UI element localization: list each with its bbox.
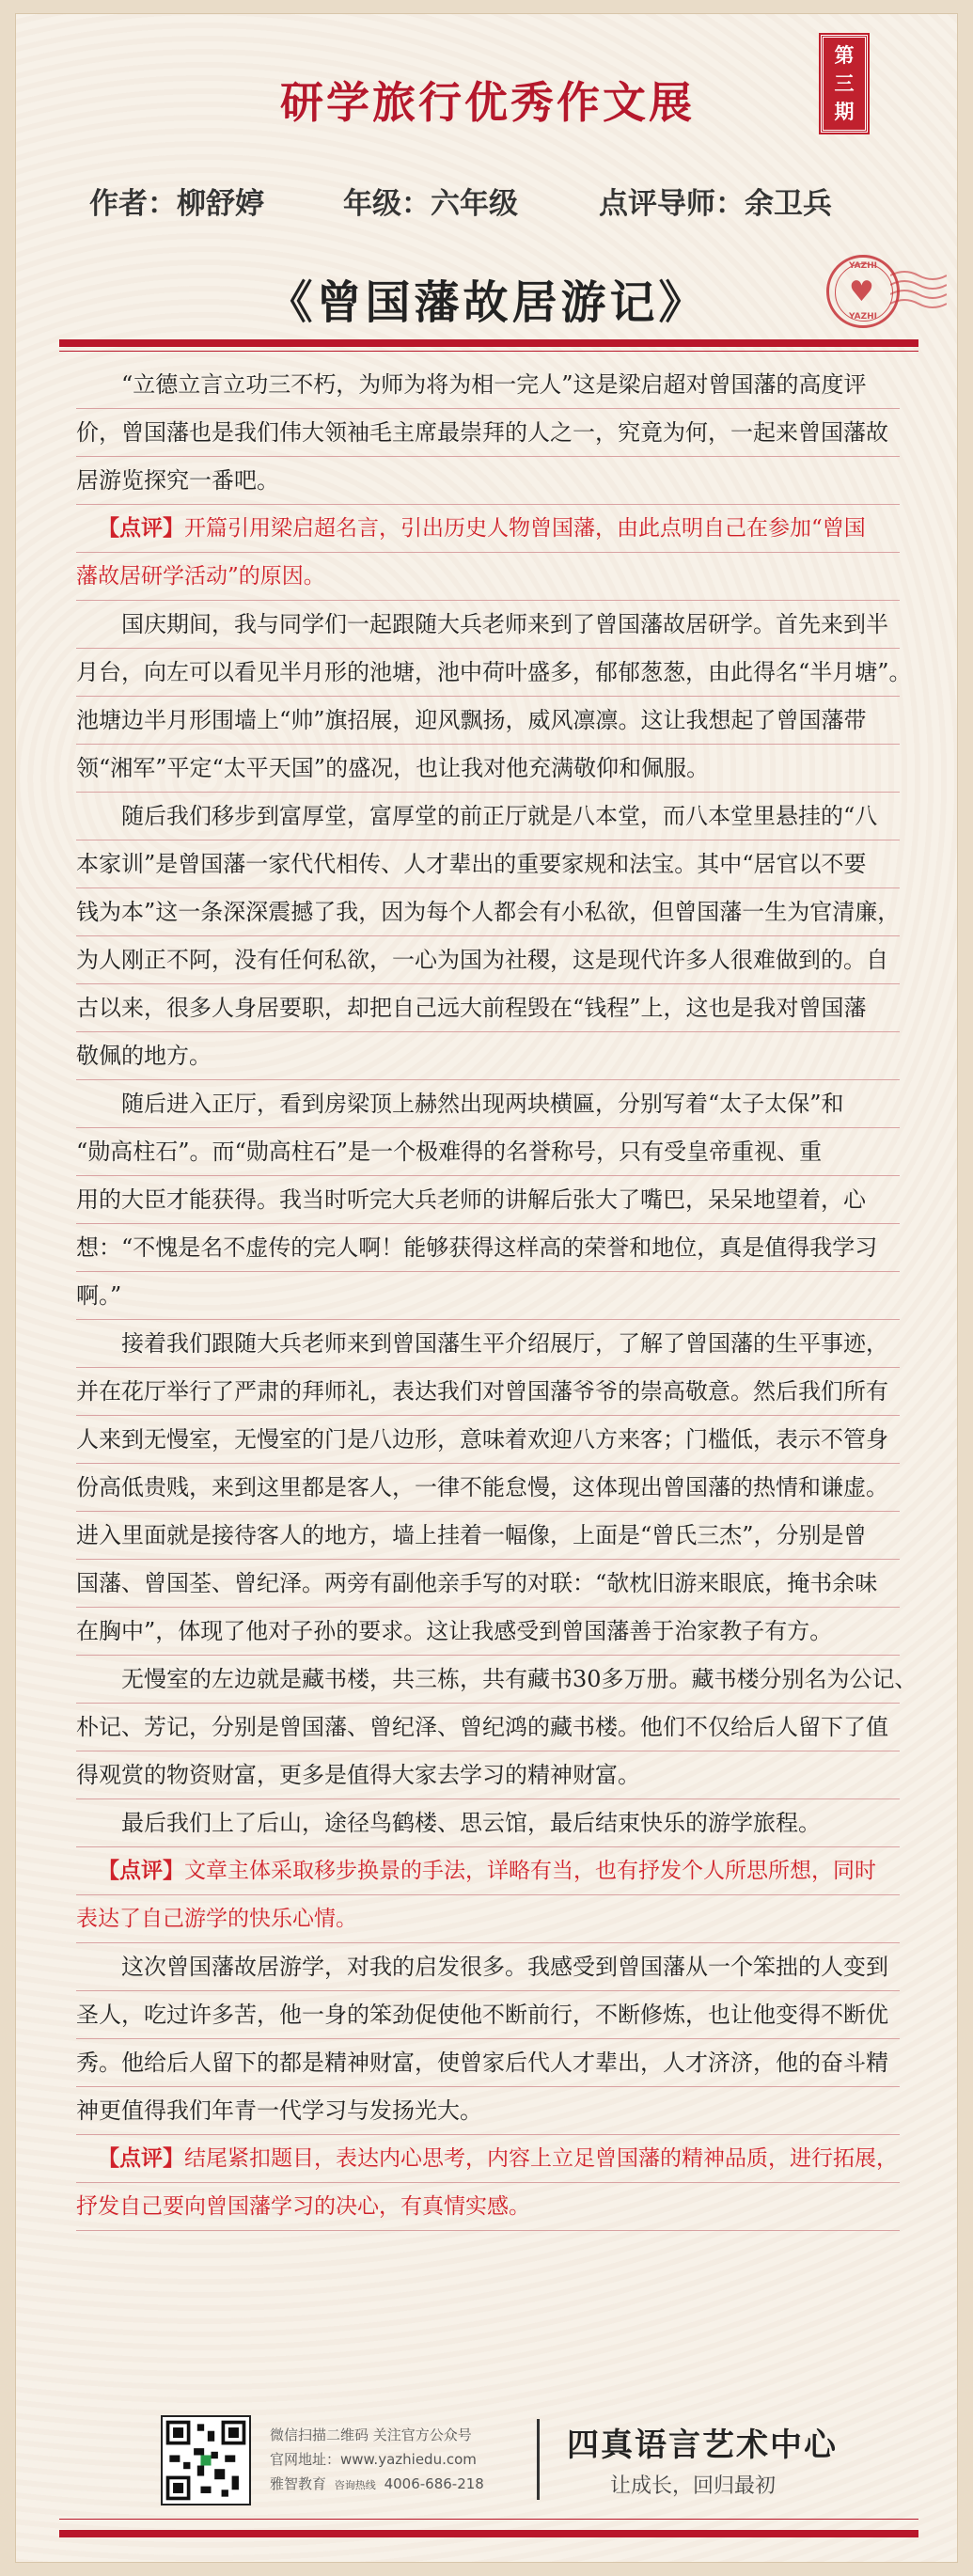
article-paragraph <box>76 1799 900 1847</box>
text-line: 月台，向左可以看见半月形的池塘，池中荷叶盛多，郁郁葱葱，由此得名“半月塘”。 <box>76 649 900 697</box>
text-line: 表达了自己游学的快乐心情。 <box>76 1895 900 1943</box>
author-label: 作者：柳舒婷 <box>89 187 264 221</box>
text-line: 这次曾国藩故居游学，对我的启发很多。我感受到曾国藩从一个笨拙的人变到 <box>76 1943 900 1991</box>
text-line: “勋高柱石”。而“勋高柱石”是一个极难得的名誉称号，只有受皇帝重视、重 <box>76 1128 900 1176</box>
text-line: 进入里面就是接待客人的地方，墙上挂着一幅像，上面是“曾氏三杰”，分别是曾 <box>76 1512 900 1560</box>
issue-char: 期 <box>834 101 855 123</box>
text-line: 秀。他给后人留下的都是精神财富，使曾家后代人才辈出，人才济济，他的奋斗精 <box>76 2039 900 2087</box>
page-title: 研学旅行优秀作文展 <box>280 77 695 128</box>
article-paragraph <box>76 361 900 505</box>
text-line <box>76 505 900 553</box>
text-line: 得观赏的物资财富，更多是值得大家去学习的精神财富。 <box>76 1751 900 1799</box>
article-body <box>76 361 918 2231</box>
review-comment <box>76 2135 900 2231</box>
website-link[interactable]: 官网地址：www.yazhiedu.com <box>270 2451 477 2468</box>
review-text: 文章主体采取移步换景的手法，详略有当，也有抒发个人所思所想，同时 <box>184 1859 876 1883</box>
text-line: 并在花厅举行了严肃的拜师礼，表达我们对曾国藩爷爷的崇高敬意。然后我们所有 <box>76 1368 900 1416</box>
text-line: 居游览探究一番吧。 <box>76 457 900 505</box>
postmark-wave-icon <box>890 266 947 319</box>
review-tag: 【点评】 <box>98 2145 184 2171</box>
company-name: 雅智教育 <box>270 2475 327 2492</box>
text-line: 人来到无慢室，无慢室的门是八边形，意味着欢迎八方来客；门槛低，表示不管身 <box>76 1416 900 1464</box>
issue-char: 三 <box>834 72 855 95</box>
phone-number: 4006-686-218 <box>384 2475 484 2492</box>
text-line <box>76 1847 900 1895</box>
text-line: 随后进入正厅，看到房梁顶上赫然出现两块横匾，分别写着“太子太保”和 <box>76 1080 900 1128</box>
text-line: 用的大臣才能获得。我当时听完大兵老师的讲解后张大了嘴巴，呆呆地望着，心 <box>76 1176 900 1224</box>
footer <box>59 2411 918 2524</box>
text-line: “立德立言立功三不朽，为师为将为相一完人”这是梁启超对曾国藩的高度评 <box>76 361 900 409</box>
text-line: 无慢室的左边就是藏书楼，共三栋，共有藏书30多万册。藏书楼分别名为公记、 <box>76 1656 900 1704</box>
text-line: 价，曾国藩也是我们伟大领袖毛主席最崇拜的人之一，究竟为何，一起来曾国藩故 <box>76 409 900 457</box>
text-line: 接着我们跟随大兵老师来到曾国藩生平介绍展厅，了解了曾国藩的生平事迹， <box>76 1320 900 1368</box>
review-text: 结尾紧扣题目，表达内心思考，内容上立足曾国藩的精神品质，进行拓展， <box>184 2146 898 2171</box>
article-paragraph <box>76 1656 918 1799</box>
text-line: 圣人，吃过许多苦，他一身的笨劲促使他不断前行，不断修炼，也让他变得不断优 <box>76 1991 900 2039</box>
review-comment <box>76 505 900 601</box>
seal-stamp: YAZHI ♥ YAZHI <box>826 255 900 328</box>
poster-frame <box>15 13 958 2563</box>
text-line: 国庆期间，我与同学们一起跟随大兵老师来到了曾国藩故居研学。首先来到半 <box>76 601 900 649</box>
review-comment <box>76 1847 900 1943</box>
text-line: 神更值得我们年青一代学习与发扬光大。 <box>76 2087 900 2135</box>
text-line: 古以来，很多人身居要职，却把自己远大前程毁在“钱程”上，这也是我对曾国藩 <box>76 984 900 1032</box>
brand-name: 四真语言艺术中心 <box>567 2427 838 2464</box>
phone-label: 咨询热线 <box>334 2479 376 2491</box>
text-line: 敬佩的地方。 <box>76 1032 900 1080</box>
brand-slogan: 让成长，回归最初 <box>610 2474 777 2498</box>
text-line: 本家训”是曾国藩一家代代相传、人才辈出的重要家规和法宝。其中“居官以不要 <box>76 840 900 888</box>
text-line: 国藩、曾国荃、曾纪泽。两旁有副他亲手写的对联：“欹枕旧游来眼底，掩书余味 <box>76 1560 900 1608</box>
issue-badge <box>821 35 868 133</box>
text-line: 为人刚正不阿，没有任何私欲，一心为国为社稷，这是现代许多人很难做到的。自 <box>76 936 900 984</box>
mentor-label: 点评导师：余卫兵 <box>599 187 832 221</box>
article-paragraph <box>76 1943 900 2135</box>
article-paragraph <box>76 1080 900 1320</box>
text-line: 藩故居研学活动”的原因。 <box>76 553 900 601</box>
text-line: 在胸中”，体现了他对子孙的要求。这让我感受到曾国藩善于治家教子有方。 <box>76 1608 900 1656</box>
text-line: 钱为本”这一条深深震撼了我，因为每个人都会有小私欲，但曾国藩一生为官清廉， <box>76 888 900 936</box>
text-line: 朴记、芳记，分别是曾国藩、曾纪泽、曾纪鸿的藏书楼。他们不仅给后人留下了值 <box>76 1704 900 1751</box>
article-title: 《曾国藩故居游记》 <box>267 276 708 329</box>
qr-code-icon <box>161 2415 251 2505</box>
text-line: 啊。” <box>76 1272 900 1320</box>
text-line: 领“湘军”平定“太平天国”的盛况，也让我对他充满敬仰和佩服。 <box>76 745 900 793</box>
footer-divider <box>537 2419 540 2500</box>
article-paragraph <box>76 1320 900 1656</box>
article-paragraph <box>76 601 912 793</box>
text-line: 最后我们上了后山，途径鸟鹤楼、思云馆，最后结束快乐的游学旅程。 <box>76 1799 900 1847</box>
review-text: 开篇引用梁启超名言，引出历史人物曾国藩，由此点明自己在参加“曾国 <box>184 516 866 541</box>
text-line: 想：“不愧是名不虚传的完人啊！能够获得这样高的荣誉和地位，真是值得我学习 <box>76 1224 900 1272</box>
text-line <box>76 2135 900 2183</box>
text-line: 抒发自己要向曾国藩学习的决心，有真情实感。 <box>76 2183 900 2231</box>
review-tag: 【点评】 <box>98 515 184 541</box>
top-divider <box>59 339 918 347</box>
grade-label: 年级：六年级 <box>343 187 518 221</box>
heart-icon: ♥ <box>849 275 874 308</box>
issue-char: 第 <box>834 44 855 67</box>
text-line: 份高低贵贱，来到这里都是客人，一律不能怠慢，这体现出曾国藩的热情和谦虚。 <box>76 1464 900 1512</box>
footer-info <box>270 2423 484 2498</box>
review-tag: 【点评】 <box>98 1858 184 1883</box>
bottom-divider <box>59 2530 918 2537</box>
scan-hint: 微信扫描二维码 关注官方公众号 <box>270 2427 472 2443</box>
text-line: 随后我们移步到富厚堂，富厚堂的前正厅就是八本堂，而八本堂里悬挂的“八 <box>76 793 900 840</box>
article-paragraph <box>76 793 900 1080</box>
text-line: 池塘边半月形围墙上“帅”旗招展，迎风飘扬，威风凛凛。这让我想起了曾国藩带 <box>76 697 900 745</box>
